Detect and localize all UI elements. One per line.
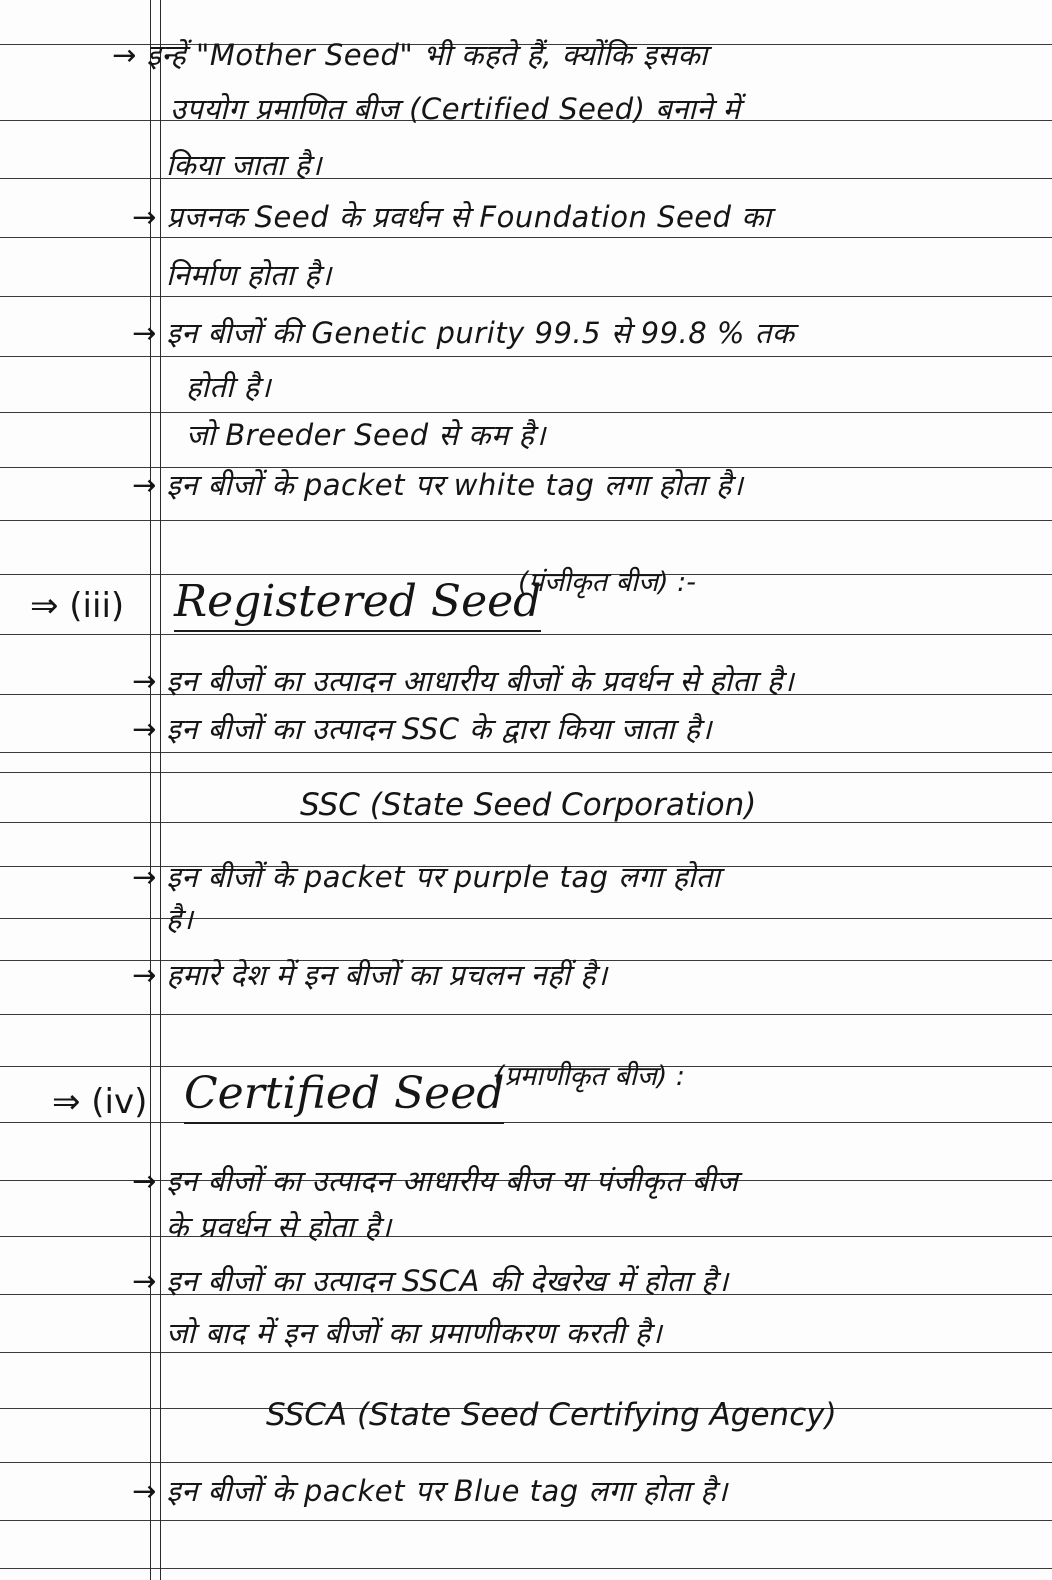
ruled-line <box>0 1236 1052 1237</box>
note-line: है। <box>166 902 194 936</box>
note-line: होती है। <box>186 370 272 404</box>
margin-line <box>150 0 151 1580</box>
section-title: Registered Seed <box>174 576 541 632</box>
note-line: → इन बीजों का उत्पादन आधारीय बीज या पंजीकृत बीज <box>132 1164 739 1198</box>
ruled-line <box>0 1122 1052 1123</box>
note-line: जो Breeder Seed से कम है। <box>186 418 546 452</box>
note-line: → प्रजनक Seed के प्रवर्धन से Foundation Seed का <box>132 200 772 234</box>
ruled-line <box>0 178 1052 179</box>
ruled-line <box>0 1014 1052 1015</box>
section-marker: ⇒ (iii) <box>30 586 125 626</box>
note-line: → हमारे देश में इन बीजों का प्रचलन नहीं है। <box>132 958 608 992</box>
ruled-line <box>0 237 1052 238</box>
ruled-line <box>0 1520 1052 1521</box>
ruled-line <box>0 1462 1052 1463</box>
ruled-line <box>0 1352 1052 1353</box>
note-line: उपयोग प्रमाणित बीज (Certified Seed) बनाने में <box>170 92 741 126</box>
ruled-line <box>0 412 1052 413</box>
note-line: जो बाद में इन बीजों का प्रमाणीकरण करती है। <box>166 1316 663 1350</box>
ruled-line <box>0 772 1052 773</box>
section-subtitle: (पंजीकृत बीज) :- <box>518 567 697 598</box>
note-line: → इन्हें "Mother Seed" भी कहते हैं, क्योंकि इसका <box>112 38 708 72</box>
note-line: निर्माण होता है। <box>166 258 332 292</box>
section-marker: ⇒ (iv) <box>52 1082 148 1122</box>
ruled-line <box>0 634 1052 635</box>
note-line: → इन बीजों के packet पर white tag लगा होता है। <box>132 468 744 502</box>
ruled-line <box>0 356 1052 357</box>
abbreviation: SSC (State Seed Corporation) <box>300 787 757 823</box>
section-subtitle: (प्रमाणीकृत बीज) : <box>494 1061 685 1092</box>
section-title: Certified Seed <box>184 1068 504 1124</box>
margin-line <box>160 0 161 1580</box>
ruled-line <box>0 296 1052 297</box>
ruled-line <box>0 520 1052 521</box>
note-line: किया जाता है। <box>166 148 323 182</box>
note-line: → इन बीजों का उत्पादन आधारीय बीजों के प्रवर्धन से होता है। <box>132 664 795 698</box>
note-line: → इन बीजों का उत्पादन SSCA की देखरेख में होता है। <box>132 1264 729 1298</box>
ruled-line <box>0 1568 1052 1569</box>
ruled-line <box>0 918 1052 919</box>
note-line: → इन बीजों के packet पर Blue tag लगा होता है। <box>132 1474 728 1508</box>
ruled-line <box>0 752 1052 753</box>
note-line: → इन बीजों की Genetic purity 99.5 से 99.8 % तक <box>132 316 795 350</box>
note-line: → इन बीजों का उत्पादन SSC के द्वारा किया जाता है। <box>132 712 712 746</box>
note-line: → इन बीजों के packet पर purple tag लगा होता <box>132 860 721 894</box>
note-line: के प्रवर्धन से होता है। <box>166 1210 392 1244</box>
abbreviation: SSCA (State Seed Certifying Agency) <box>266 1397 837 1433</box>
